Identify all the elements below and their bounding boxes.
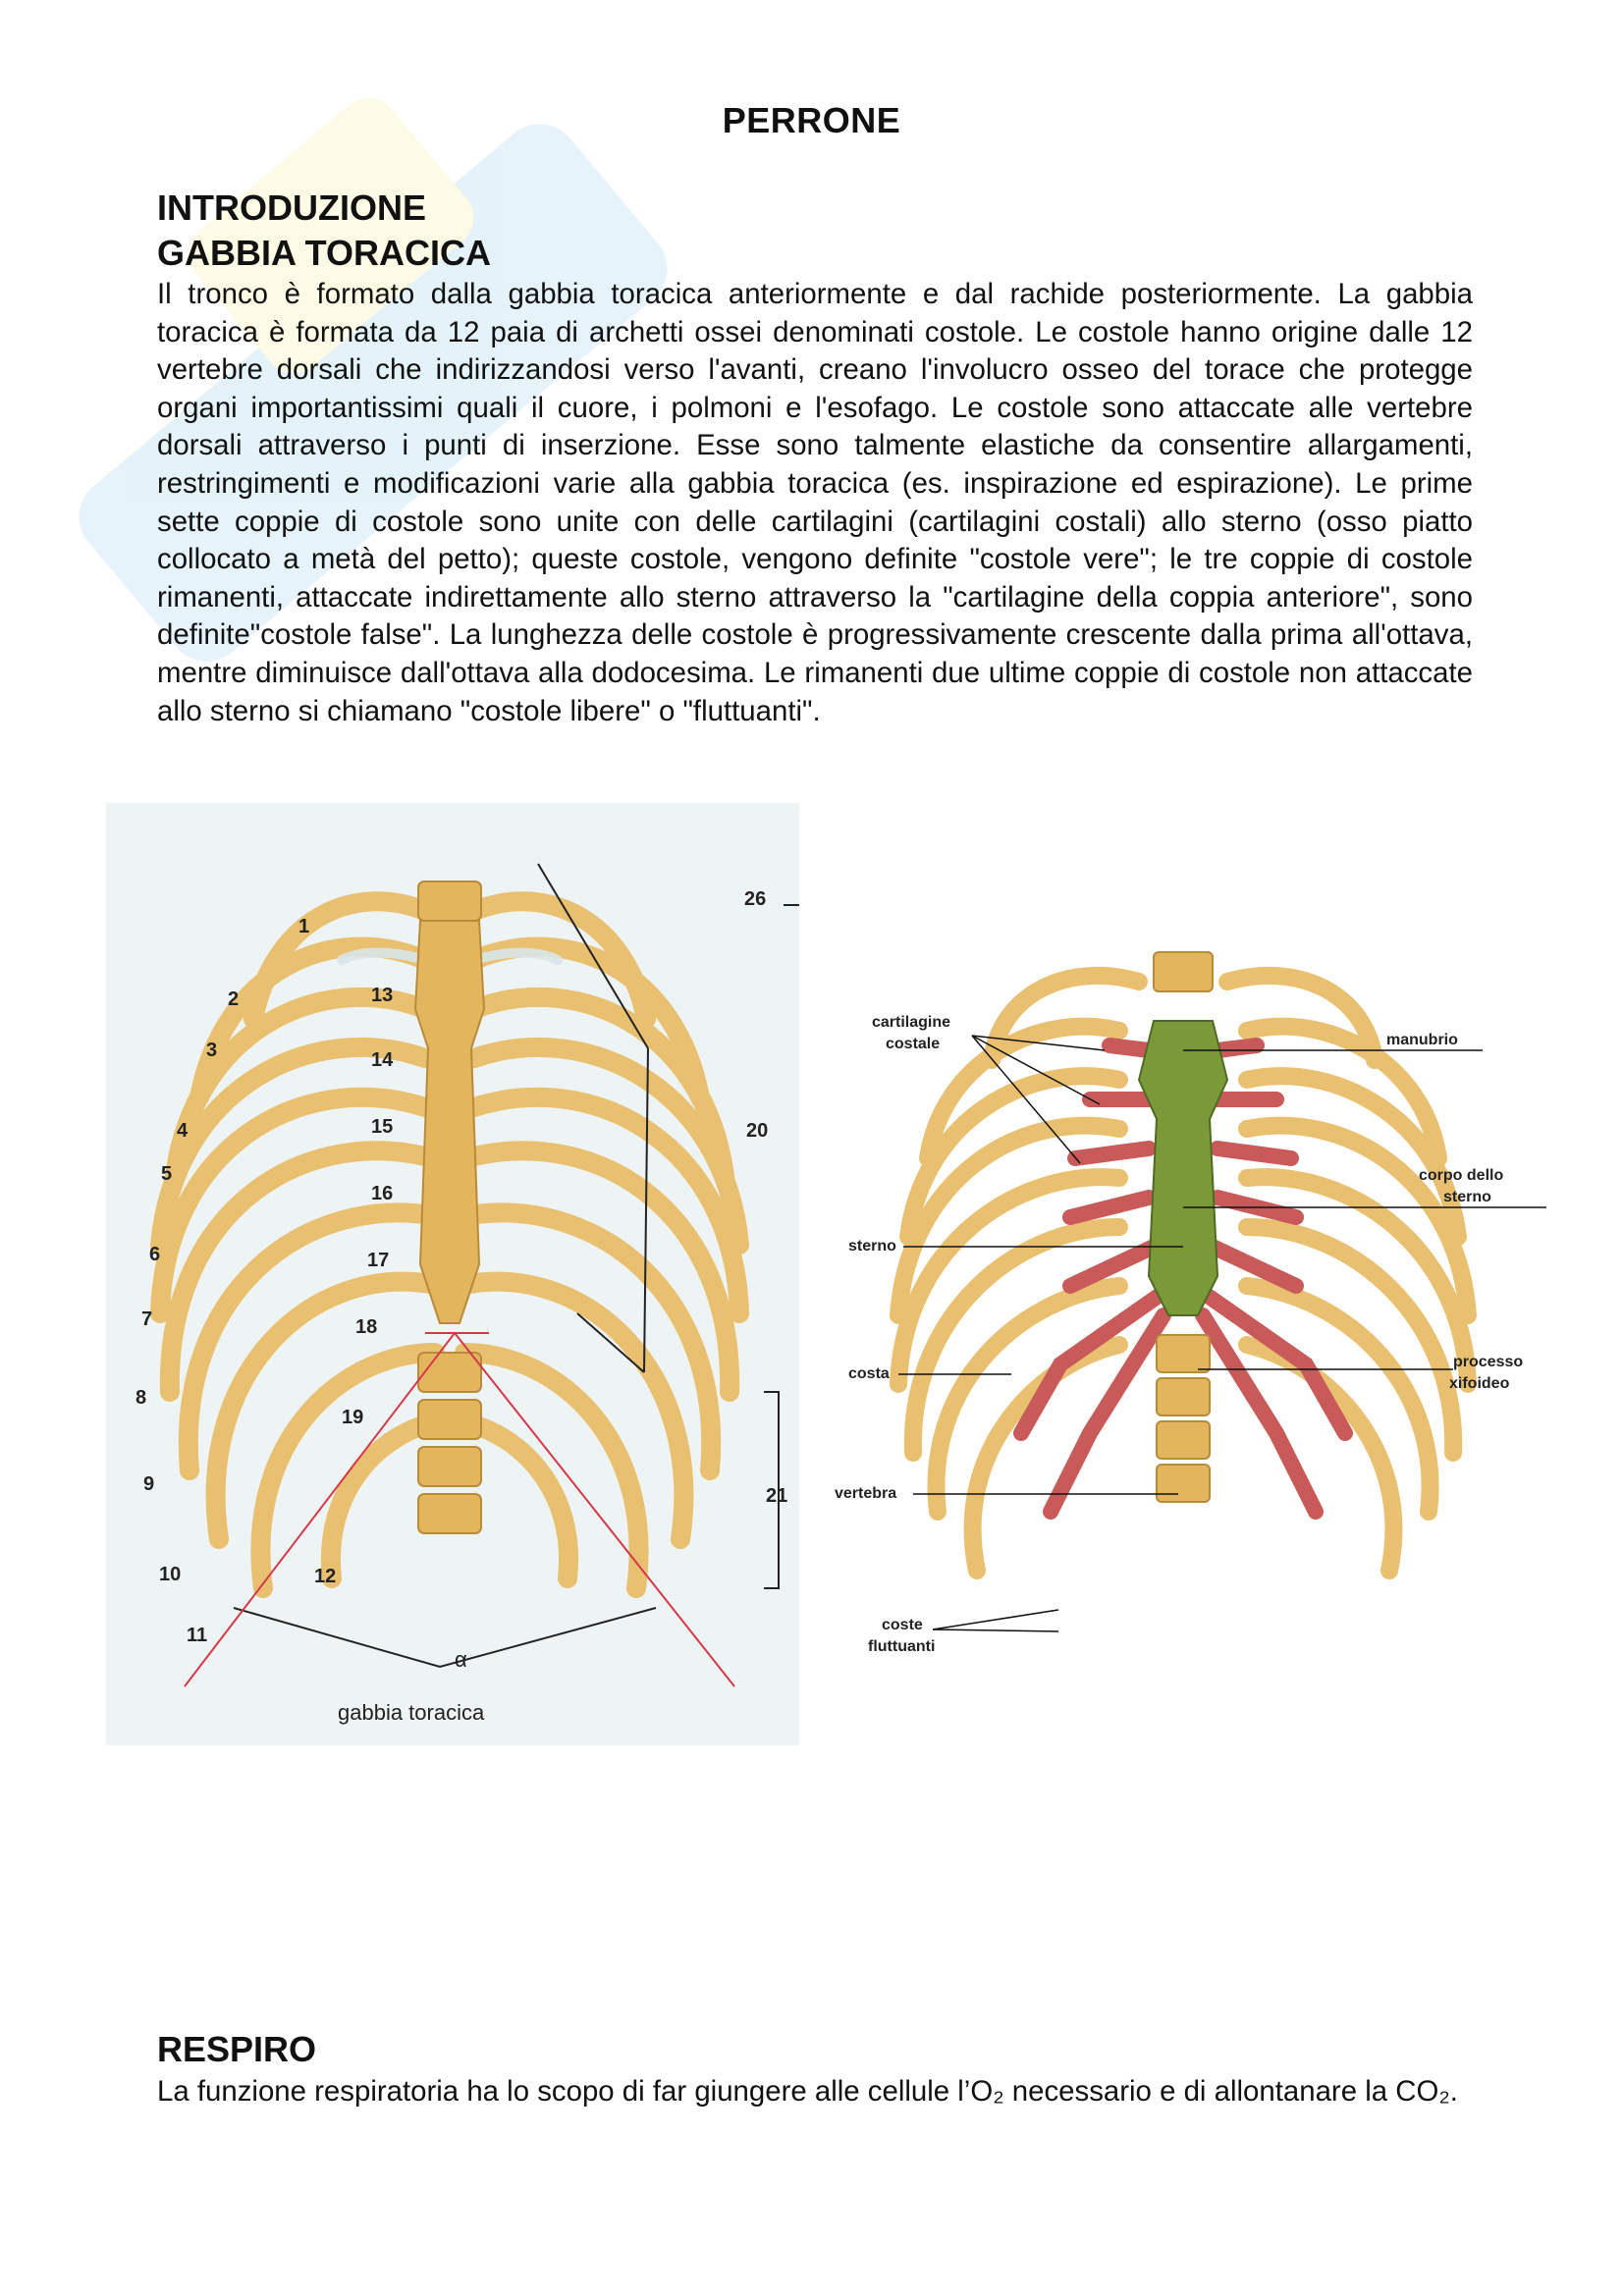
label-fluttuanti: fluttuanti [868,1638,936,1655]
rib-number-2: 2 [228,988,240,1010]
rib-number-5: 5 [161,1163,173,1185]
label-number-15: 15 [371,1116,394,1138]
alpha-angle-label: α [455,1647,467,1672]
figure-gabbia-toracica-labeled [825,923,1546,1669]
label-number-13: 13 [371,985,394,1006]
document-title: PERRONE [722,100,901,140]
figure-gabbia-toracica-numbered [106,803,799,1745]
rib-number-11: 11 [187,1625,208,1646]
label-coste: coste [882,1617,923,1633]
label-manubrio: manubrio [1386,1032,1458,1048]
label-costa: costa [848,1365,890,1382]
rib-number-4: 4 [177,1120,189,1142]
label-corpo-dello: corpo dello [1419,1167,1504,1184]
label-costale: costale [886,1036,941,1052]
rib-number-1: 1 [298,916,310,937]
label-number-26: 26 [744,888,767,910]
label-number-14: 14 [371,1049,394,1071]
label-number-21: 21 [766,1485,788,1507]
rib-number-6: 6 [149,1244,161,1265]
label-cartilagine: cartilagine [872,1014,951,1031]
label-number-16: 16 [371,1183,394,1204]
section-heading-introduzione: INTRODUZIONE [157,187,426,228]
paragraph-respiro: La funzione respiratoria ha lo scopo di far giungere alle cellule l’O₂ necessario e di allontanare la CO₂. [157,2075,1458,2108]
section-subheading-gabbia-toracica: GABBIA TORACICA [157,233,491,273]
paragraph-gabbia-toracica: Il tronco è formato dalla gabbia toracica anteriormente e dal rachide posteriormente. La gabbia toracica è formata da 12 paia di archetti ossei denominati costole. Le costole hanno origine dalle 12 vertebre dorsali che indirizzandosi verso l'avanti, creano l'involucro osseo del torace che protegge organi importantissimi quali il cuore, i polmoni e l'esofago. Le costole sono attaccate alle vertebre dorsali attraverso i punti di inserzione. Esse sono talmente elastiche da consentire allargamenti, restringimenti e modificazioni varie alla gabbia toracica (es. inspirazione ed espirazione). Le prime sette coppie di costole sono unite con delle cartilagini (cartilagini costali) allo sterno (osso piatto collocato a metà del petto); queste costole, vengono definite "costole vere"; le tre coppie di costole rimanenti, attaccate indirettamente allo sterno attraverso la "cartilagine della coppia anteriore", sono definite"costole false". La lunghezza delle costole è progressivamente crescente dalla prima all'ottava, mentre diminuisce dall'ottava alla dodocesima. Le rimanenti due ultime coppie di costole non attaccate allo sterno si chiamano "costole libere" o "fluttuanti". [157,278,1473,727]
label-processo: processo [1453,1354,1524,1370]
rib-number-12: 12 [314,1566,337,1587]
label-number-17: 17 [367,1250,390,1271]
label-xifoideo: xifoideo [1449,1375,1510,1392]
rib-number-9: 9 [143,1473,155,1495]
rib-number-7: 7 [141,1308,153,1330]
rib-number-3: 3 [206,1040,218,1061]
label-number-19: 19 [342,1407,364,1428]
label-corpo-sterno: sterno [1443,1189,1491,1205]
label-sterno: sterno [848,1238,896,1255]
rib-number-8: 8 [135,1387,147,1409]
figure-caption-gabbia-toracica: gabbia toracica [338,1700,485,1725]
label-number-20: 20 [746,1120,769,1142]
label-number-18: 18 [355,1316,378,1338]
section-heading-respiro: RESPIRO [157,2029,317,2069]
label-vertebra: vertebra [835,1485,897,1502]
rib-number-10: 10 [159,1564,182,1585]
